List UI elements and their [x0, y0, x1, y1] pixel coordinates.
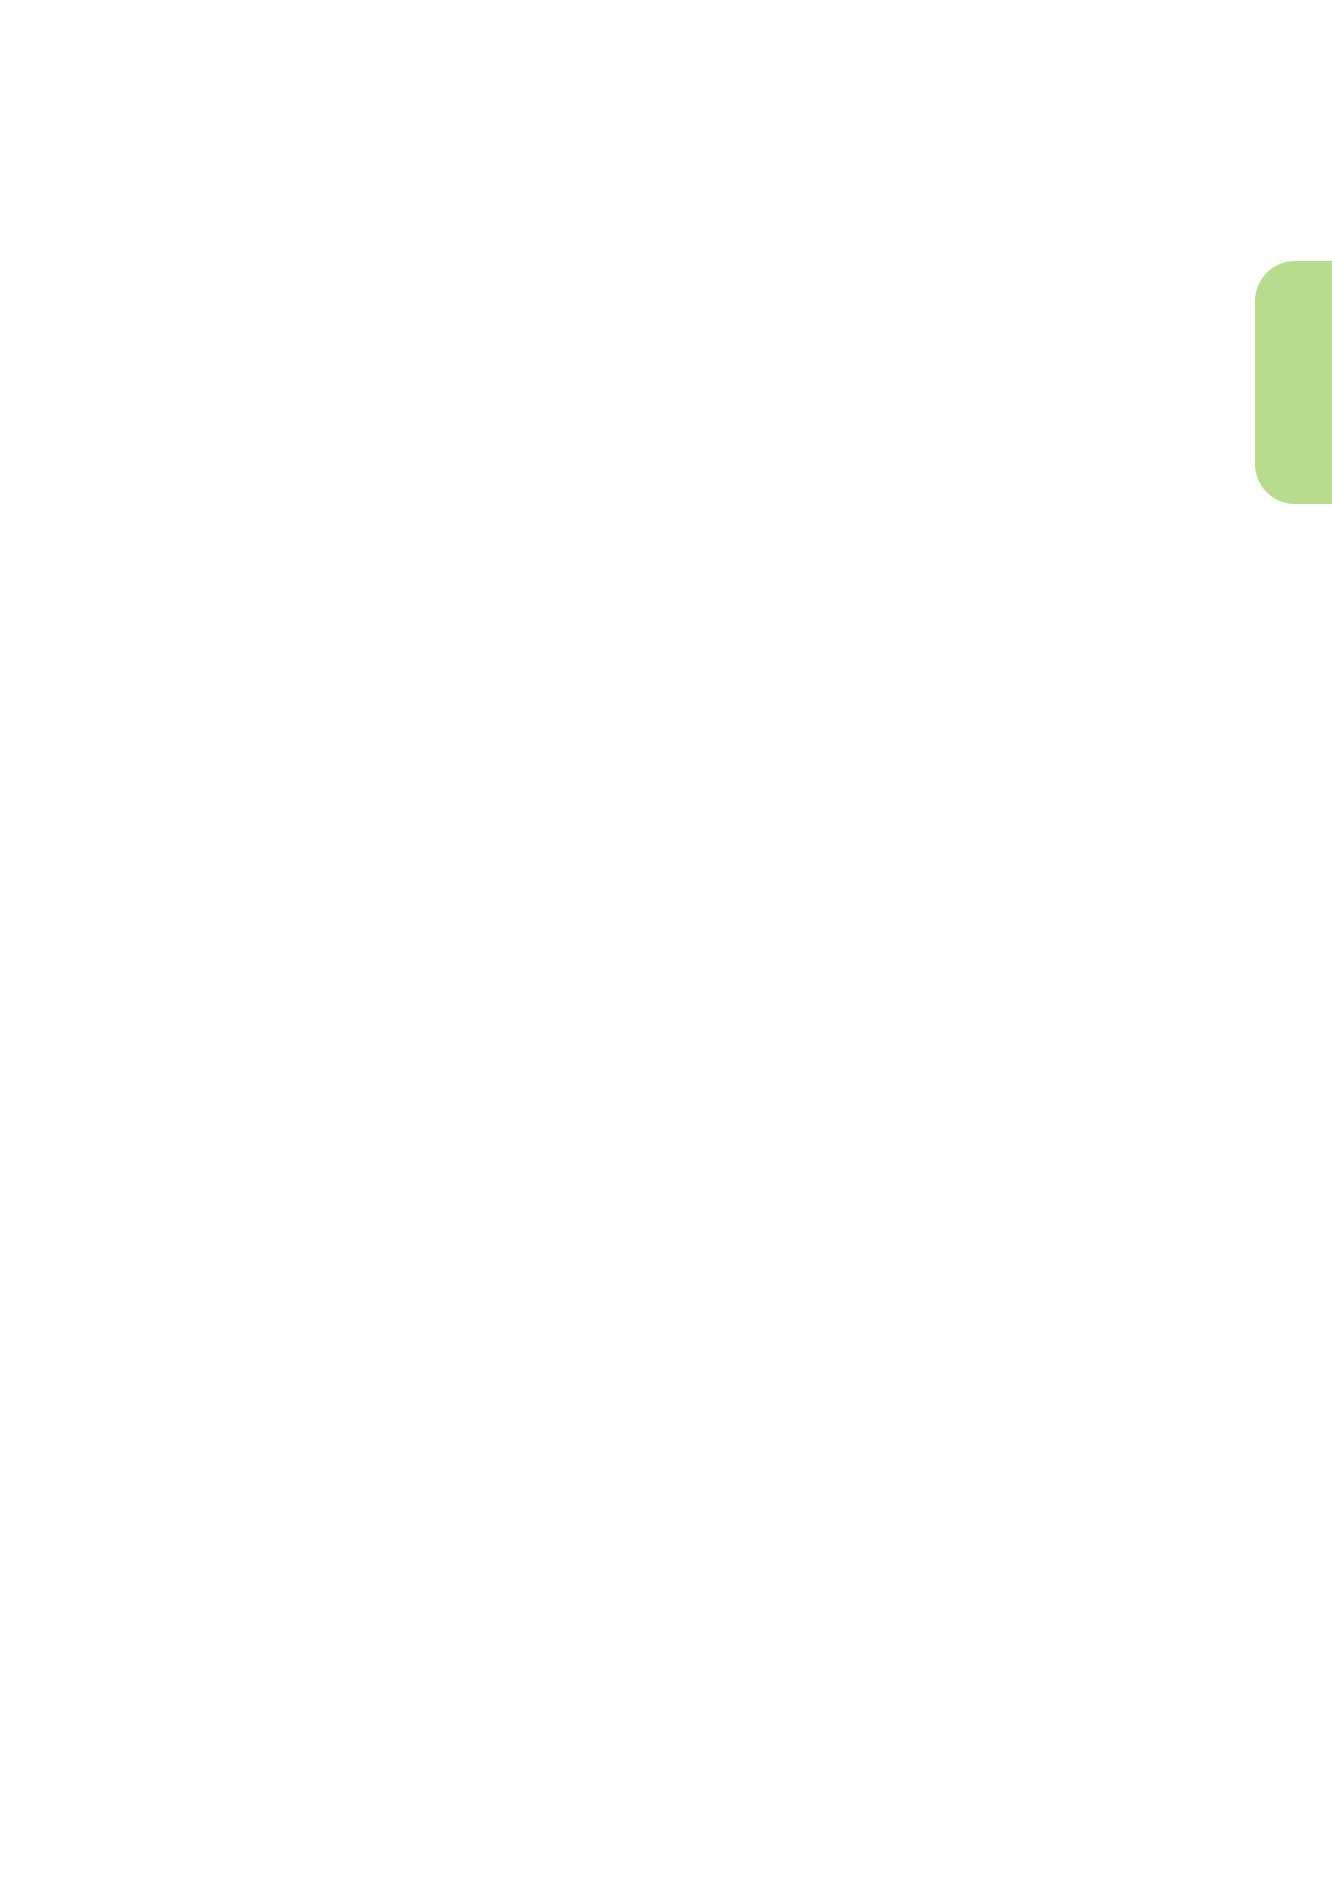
page-content	[76, 138, 1256, 170]
notes-side-tab[interactable]	[1255, 261, 1332, 504]
